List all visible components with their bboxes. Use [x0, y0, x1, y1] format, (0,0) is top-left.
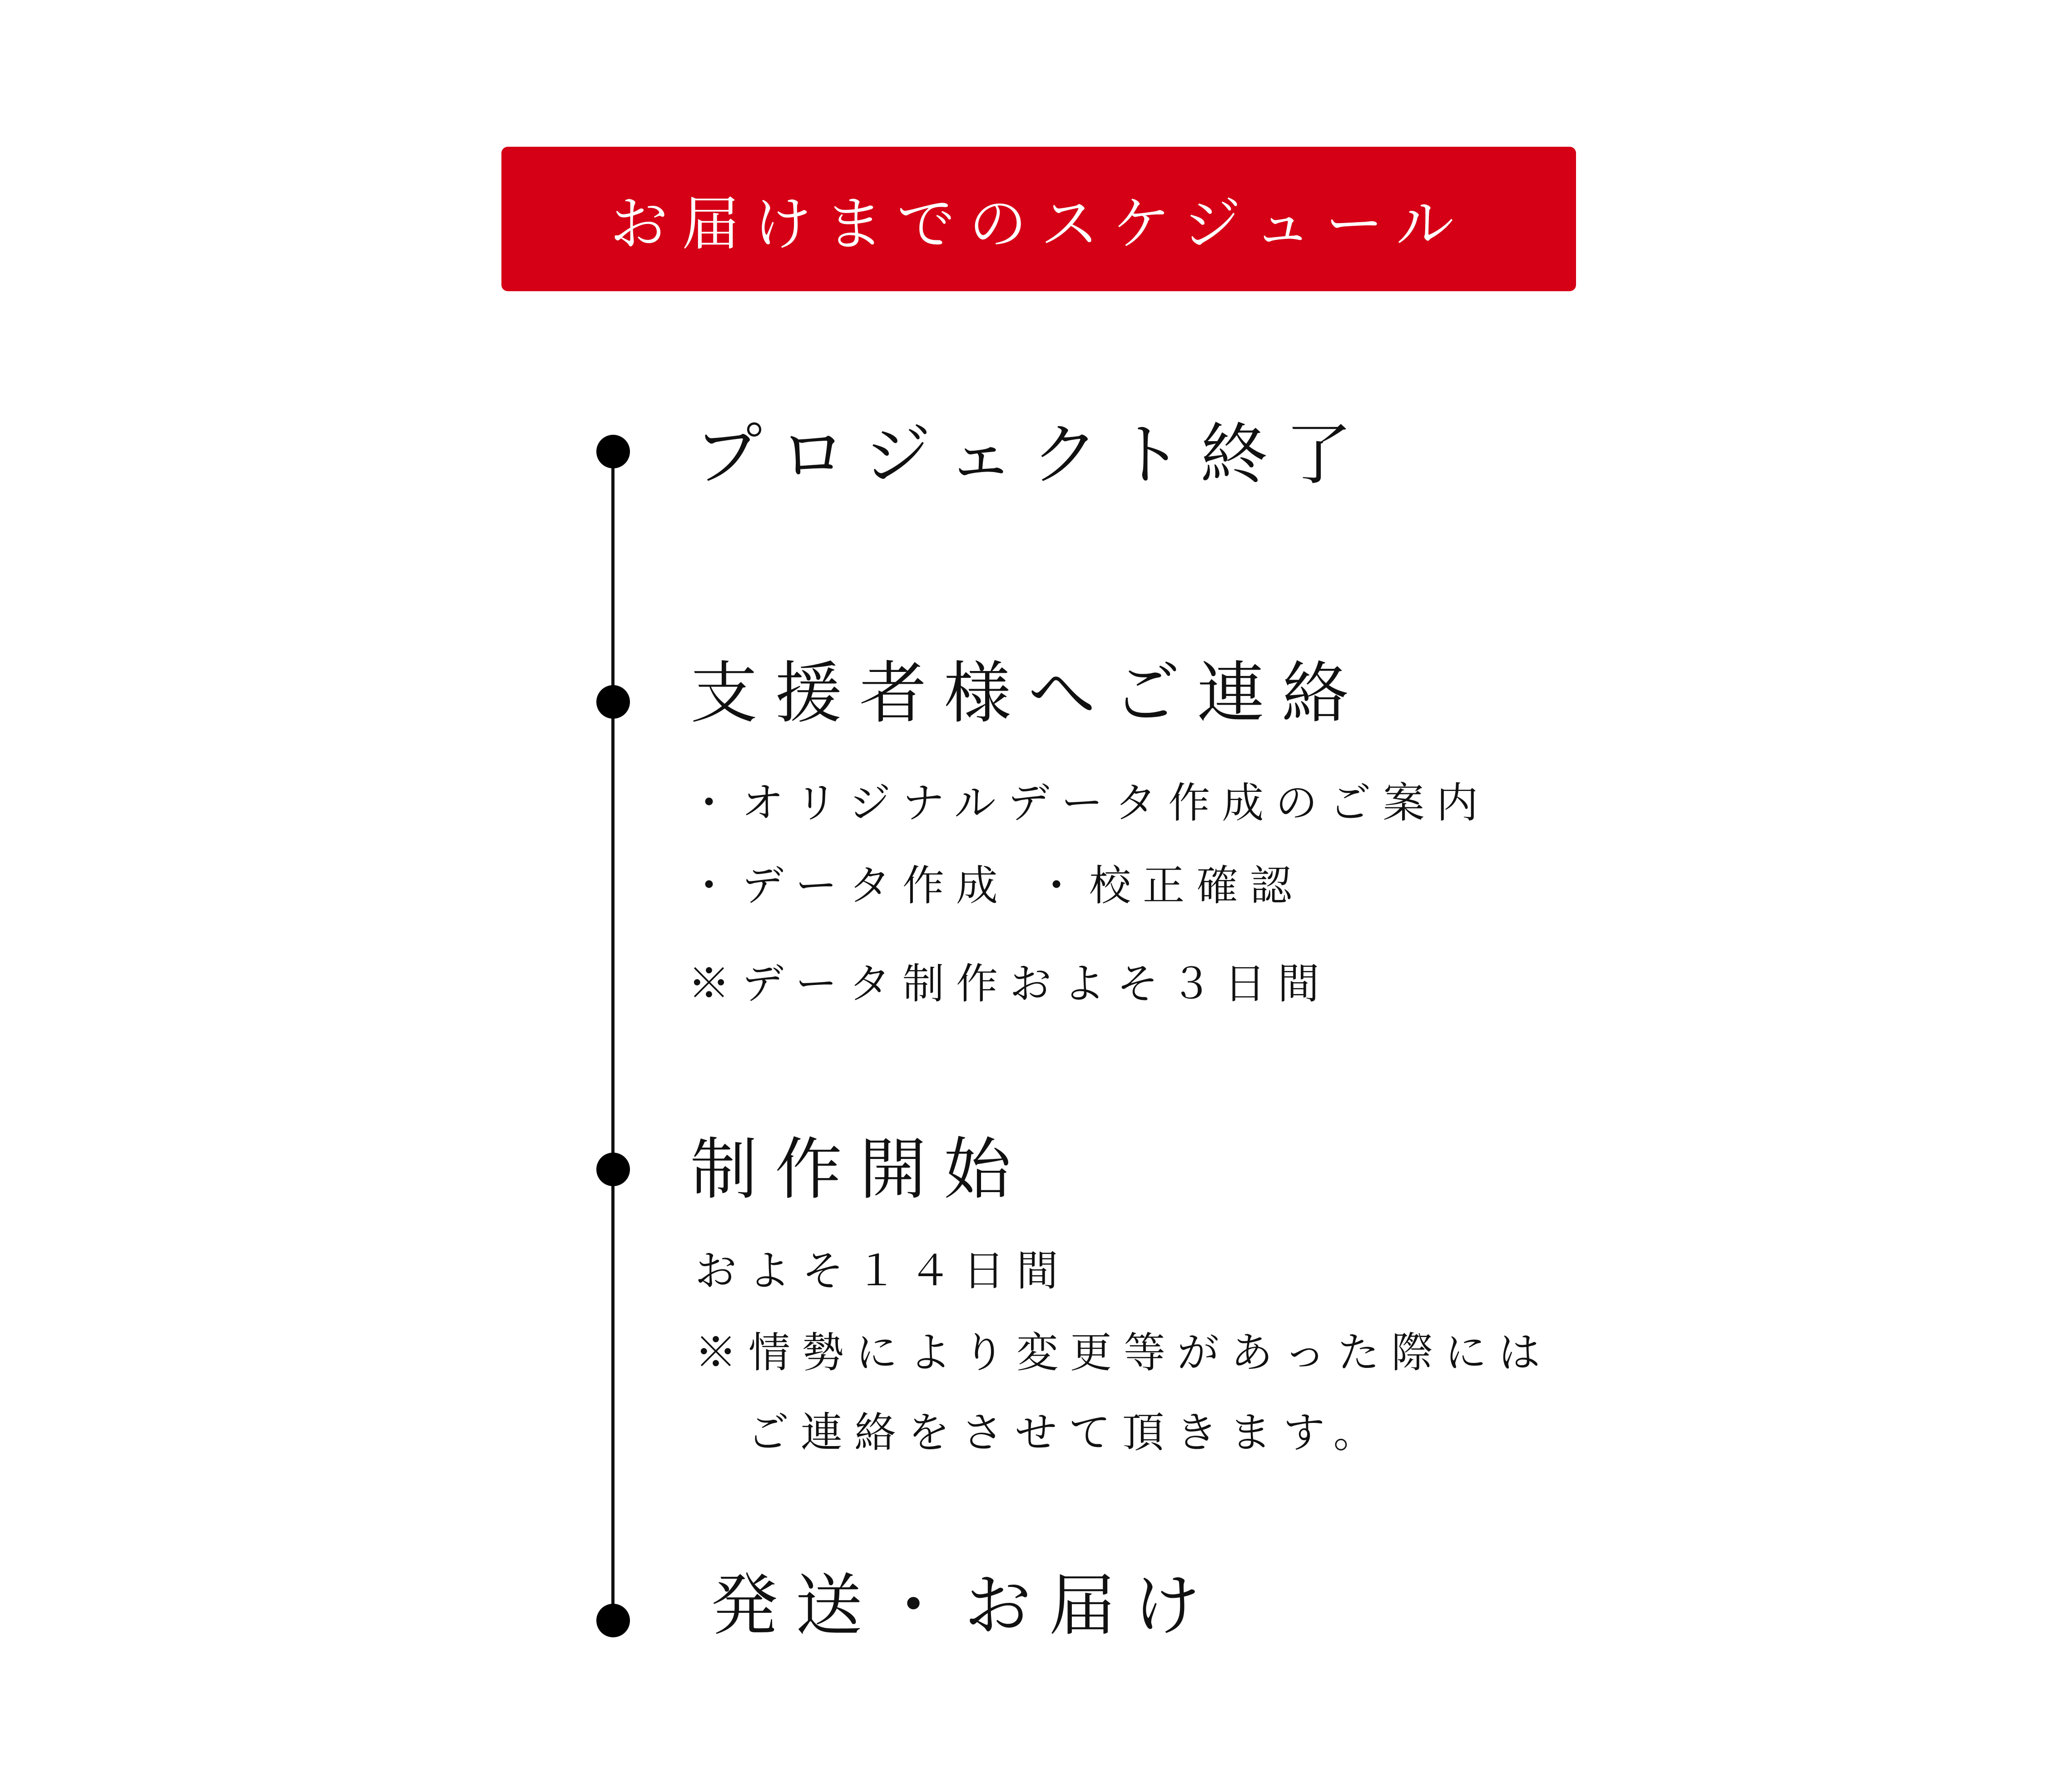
step-1-title: プロジェクト終了	[695, 416, 1370, 494]
step-3-detail-contact-note: ご連絡をさせて頂きます。	[747, 1408, 1387, 1457]
step-4-title: 発送・お届け	[711, 1566, 1218, 1645]
timeline-dot-3	[596, 1153, 630, 1186]
step-2-detail-data-creation: ・データ作成	[688, 861, 1010, 910]
step-2-detail-proof-check: ・校正確認	[1036, 861, 1304, 910]
timeline-dot-1	[596, 435, 630, 468]
step-2-detail-duration-note: ※データ制作およそ３日間	[688, 960, 1332, 1008]
step-3-detail-duration: およそ１４日間	[695, 1247, 1071, 1295]
schedule-header-title: お届けまでのスケジュール	[610, 190, 1468, 258]
step-3-detail-change-note: ※情勢により変更等があった際には	[695, 1328, 1552, 1377]
timeline-dot-4	[596, 1604, 630, 1637]
step-2-detail-data-guide: ・オリジナルデータ作成のご案内	[688, 779, 1490, 827]
timeline-line	[611, 450, 615, 1622]
schedule-header-banner	[501, 147, 1576, 291]
timeline-dot-2	[596, 685, 630, 719]
step-3-title: 制作開始	[690, 1130, 1028, 1208]
step-2-title: 支援者様へご連絡	[690, 654, 1366, 732]
